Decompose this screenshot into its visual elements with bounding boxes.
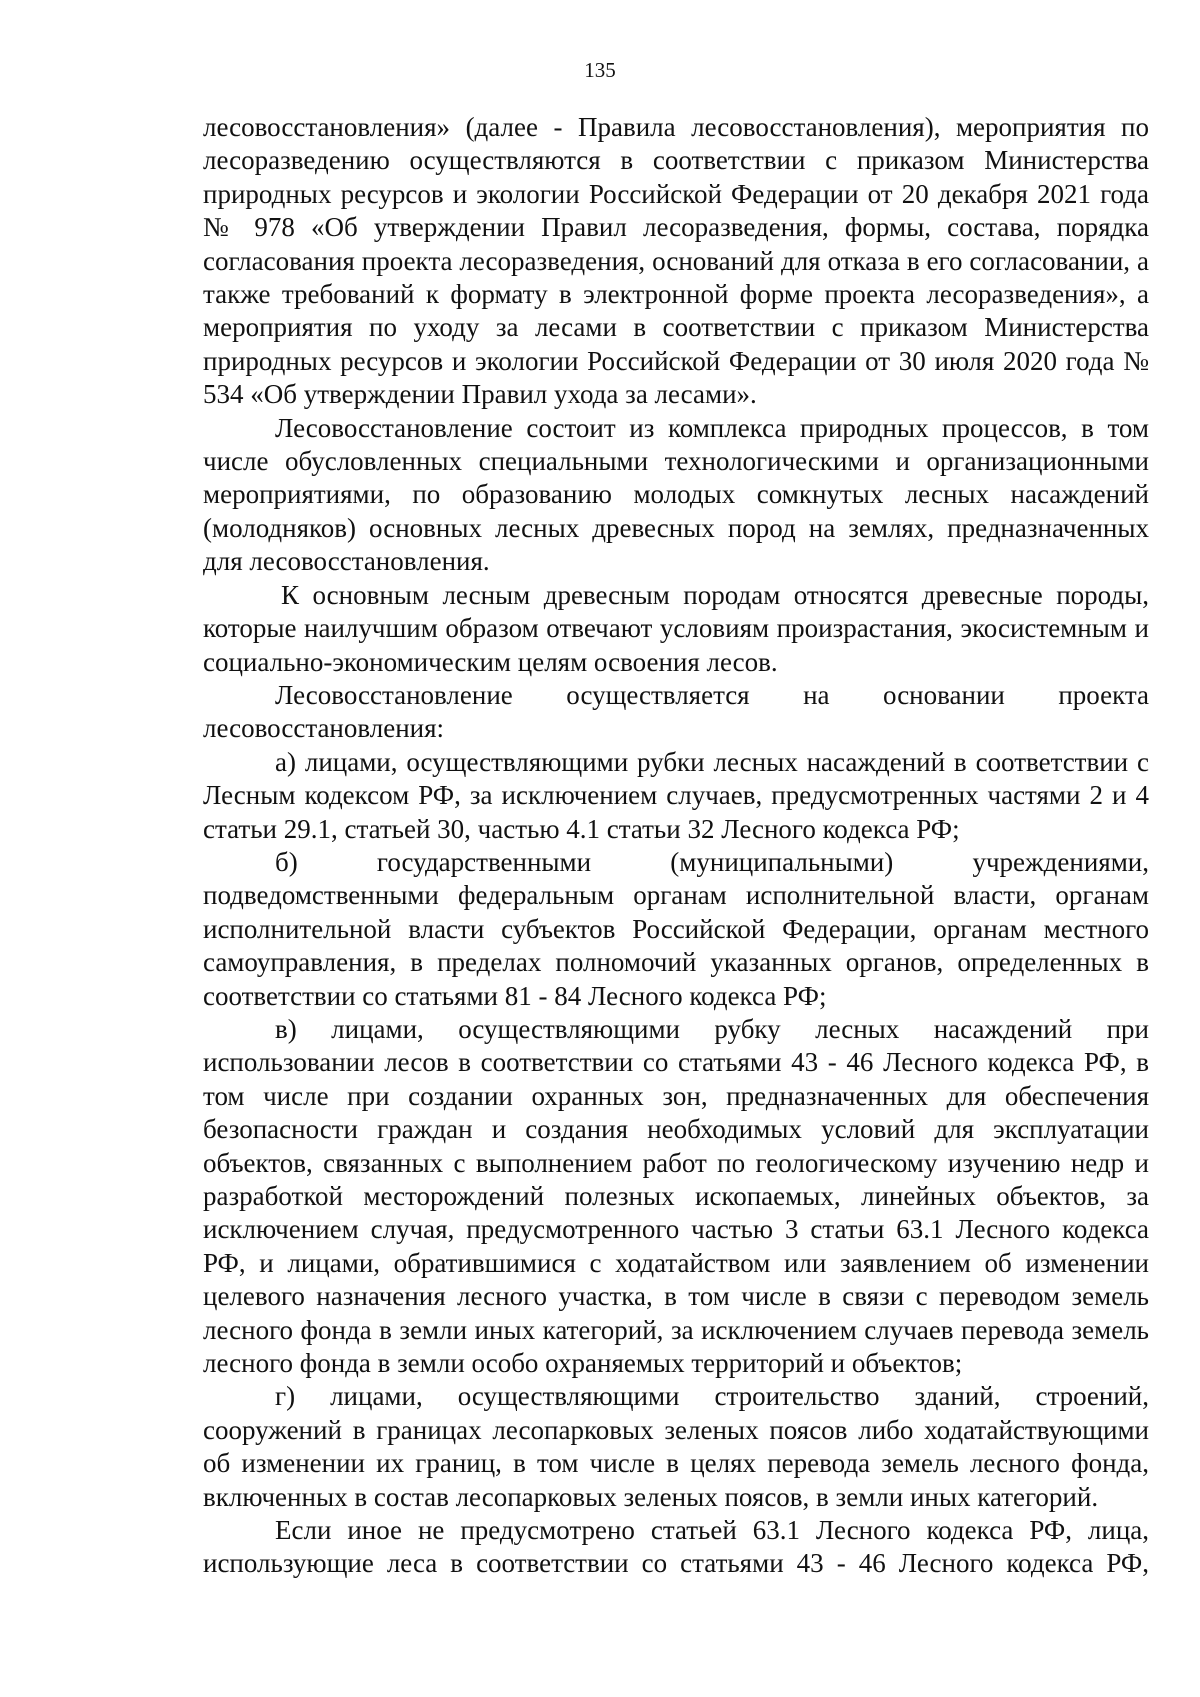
list-item-a: а) лицами, осуществляющими рубки лесных насаждений в соответствии с Лесным кодексом РФ, за исключением случаев, предусмотренных частями 2 и 4 статьи 29.1, статьей 30, частью 4.1 статьи 32 Лесного кодекса РФ; (203, 746, 1149, 844)
list-item-g: г) лицами, осуществляющими строительство зданий, строений, сооружений в границах лесопарковых зеленых поясов либо ходатайствующими об изменении их границ, в том числе в целях перевода земель лесного фонда, включенных в состав лесопарковых зеленых поясов, в земли иных категорий. (203, 1381, 1149, 1512)
paragraph-article-63-1: Если иное не предусмотрено статьей 63.1 Лесного кодекса РФ, лица, использующие леса в соответствии со статьями 43 - 46 Лесного кодекса РФ, (203, 1515, 1149, 1579)
paragraph-reforestation-definition: Лесовосстановление состоит из комплекса природных процессов, в том числе обусловленных специальными технологическими и организационными мероприятиями, по образованию молодых сомкнутых лесных насаждений (молодняков) основных лесных древесных пород на землях, предназначенных для лесовосстановления. (203, 412, 1149, 577)
paragraph-reforestation-project: Лесовосстановление осуществляется на основании проекта лесовосстановления: (203, 679, 1149, 744)
list-item-v: в) лицами, осуществляющими рубку лесных насаждений при использовании лесов в соответствии со статьями 43 - 46 Лесного кодекса РФ, в том числе при создании охранных зон, предназначенных для обеспечения безопасности граждан и создания необходимых условий для эксплуатации объектов, связанных с выполнением работ по геологическому изучению недр и разработкой месторождений полезных ископаемых, линейных объектов, за исключением случая, предусмотренного частью 3 статьи 63.1 Лесного кодекса РФ, и лицами, обратившимися с ходатайством или заявлением об изменении целевого назначения лесного участка, в том числе в связи с переводом земель лесного фонда в земли иных категорий, за исключением случаев перевода земель лесного фонда в земли особо охраняемых территорий и объектов; (203, 1013, 1149, 1379)
paragraph-main-species: К основным лесным древесным породам относятся древесные породы, которые наилучшим образом отвечают условиям произрастания, экосистемным и социально-экономическим целям освоения лесов. (203, 579, 1149, 677)
list-item-b: б) государственными (муниципальными) учреждениями, подведомственными федеральным органам исполнительной власти, органам исполнительной власти субъектов Российской Федерации, органам местного самоуправления, в пределах полномочий указанных органов, определенных в соответствии со статьями 81 - 84 Лесного кодекса РФ; (203, 846, 1149, 1011)
page-number: 135 (584, 58, 616, 82)
paragraph-continuation: лесовосстановления» (далее - Правила лесовосстановления), мероприятия по лесоразведению осуществляются в соответствии с приказом Министерства природных ресурсов и экологии Российской Федерации от 20 декабря 2021 года № 978 «Об утверждении Правил лесоразведения, формы, состава, порядка согласования проекта лесоразведения, оснований для отказа в его согласовании, а также требований к формату в электронной форме проекта лесоразведения», а мероприятия по уходу за лесами в соответствии с приказом Министерства природных ресурсов и экологии Российской Федерации от 30 июля 2020 года № 534 «Об утверждении Правил ухода за лесами». (203, 112, 1149, 410)
document-body (203, 111, 1149, 1581)
